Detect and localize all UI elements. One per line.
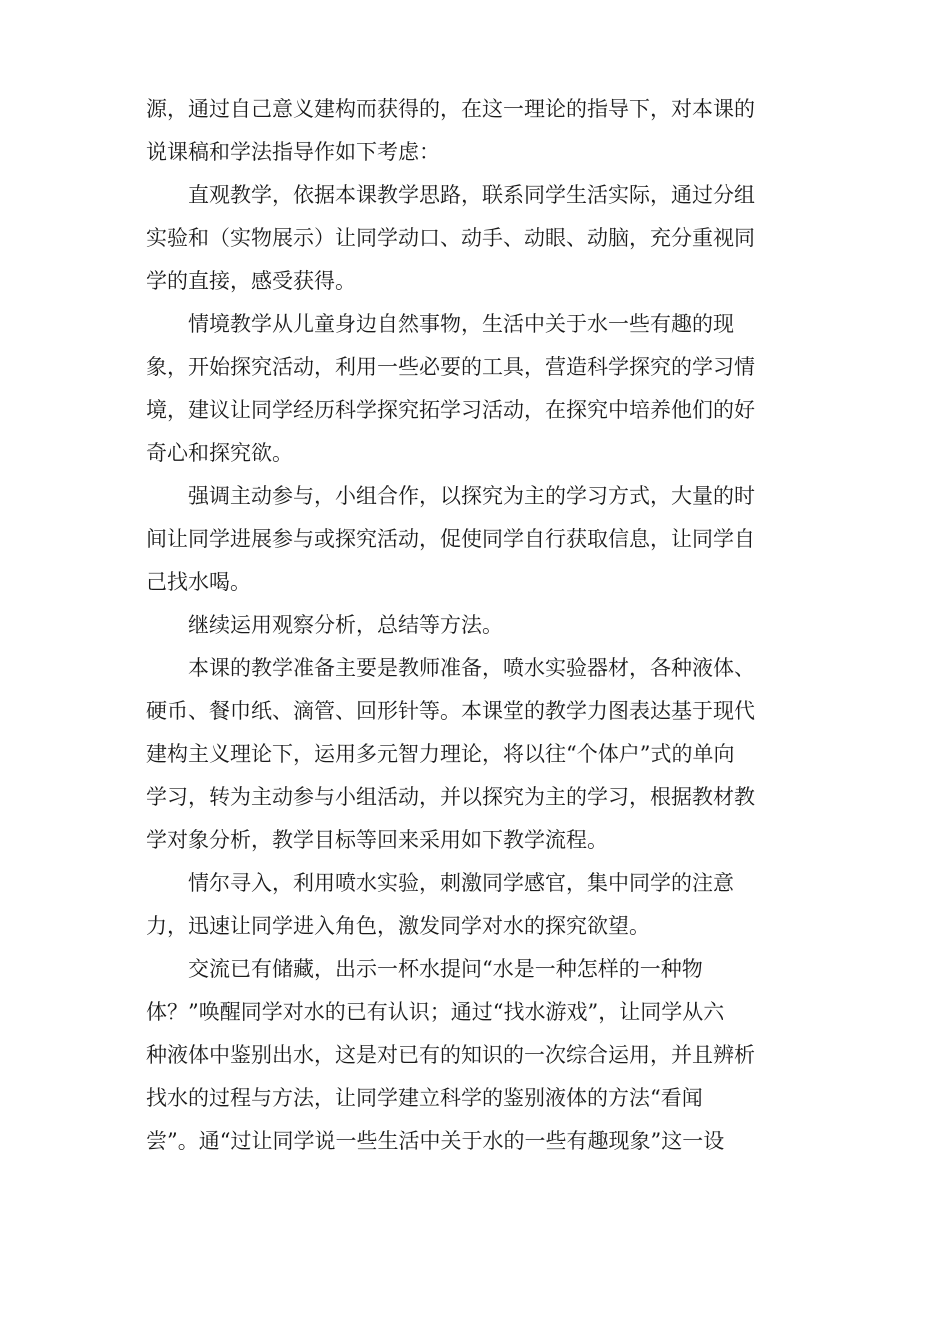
text-line: 种液体中鉴别出水，这是对已有的知识的一次综合运用，并且辨析 xyxy=(146,1043,755,1067)
text-line: 力，迅速让同学进入角色，激发同学对水的探究欲望。 xyxy=(146,914,650,938)
text-line: 交流已有储藏，出示一杯水提问“水是一种怎样的一种物 xyxy=(188,957,703,981)
text-line: 硬币、餐巾纸、滴管、回形针等。本课堂的教学力图表达基于现代 xyxy=(146,699,755,723)
text-line: 体？”唤醒同学对水的已有认识；通过“找水游戏”，让同学从六 xyxy=(146,1000,725,1024)
document-body xyxy=(146,88,806,1163)
text-line: 继续运用观察分析，总结等方法。 xyxy=(188,613,503,637)
text-line: 强调主动参与，小组合作，以探究为主的学习方式，大量的时 xyxy=(188,484,755,508)
text-line: 间让同学进展参与或探究活动，促使同学自行获取信息，让同学自 xyxy=(146,527,755,551)
text-line: 境，建议让同学经历科学探究拓学习活动，在探究中培养他们的好 xyxy=(146,398,755,422)
text-line: 说课稿和学法指导作如下考虑： xyxy=(146,140,440,164)
text-line: 本课的教学准备主要是教师准备，喷水实验器材，各种液体、 xyxy=(188,656,755,680)
text-line: 情尔寻入，利用喷水实验，刺激同学感官，集中同学的注意 xyxy=(188,871,734,895)
text-line: 情境教学从儿童身边自然事物，生活中关于水一些有趣的现 xyxy=(188,312,734,336)
text-line: 奇心和探究欲。 xyxy=(146,441,293,465)
text-line: 源，通过自己意义建构而获得的，在这一理论的指导下，对本课的 xyxy=(146,97,755,121)
text-line: 学的直接，感受获得。 xyxy=(146,269,356,293)
text-line: 建构主义理论下，运用多元智力理论，将以往“个体户”式的单向 xyxy=(146,742,735,766)
text-line: 象，开始探究活动，利用一些必要的工具，营造科学探究的学习情 xyxy=(146,355,755,379)
text-line: 己找水喝。 xyxy=(146,570,251,594)
text-line: 直观教学，依据本课教学思路，联系同学生活实际，通过分组 xyxy=(188,183,755,207)
text-line: 找水的过程与方法，让同学建立科学的鉴别液体的方法“看闻 xyxy=(146,1086,703,1110)
text-line: 学习，转为主动参与小组活动，并以探究为主的学习，根据教材教 xyxy=(146,785,755,809)
text-line: 实验和（实物展示）让同学动口、动手、动眼、动脑，充分重视同 xyxy=(146,226,755,250)
text-line: 尝”。通“过让同学说一些生活中关于水的一些有趣现象”这一设 xyxy=(146,1129,725,1153)
text-line: 学对象分析，教学目标等回来采用如下教学流程。 xyxy=(146,828,608,852)
